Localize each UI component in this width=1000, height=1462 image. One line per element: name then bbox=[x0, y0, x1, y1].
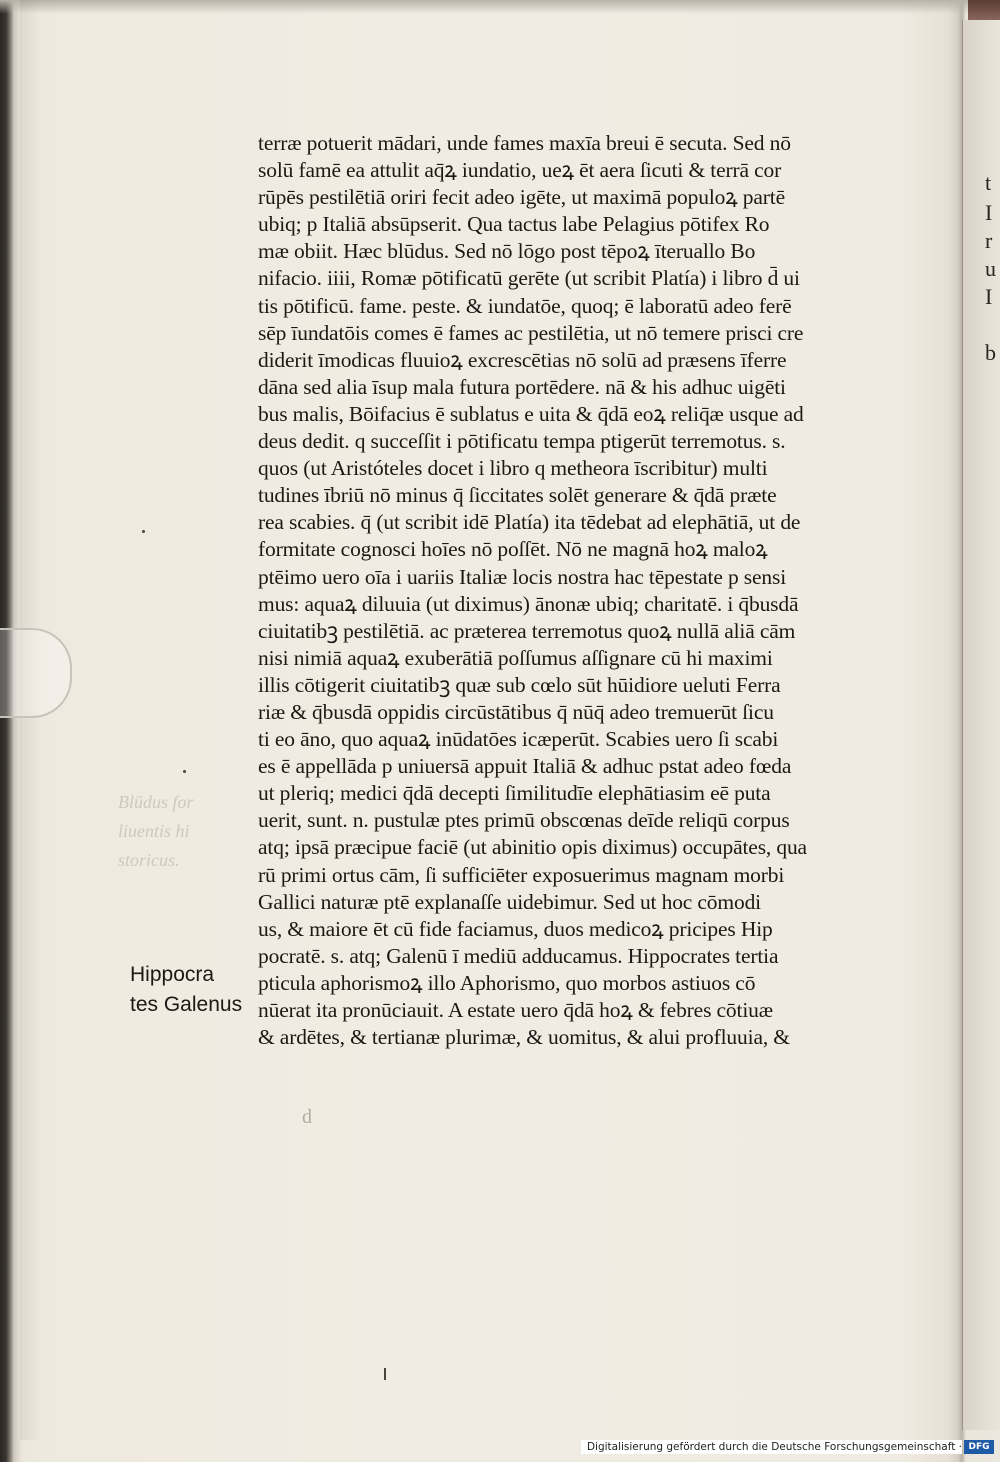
text-line: us, & maiore ēt cū fide faciamus, duos medicoꝝ pricipes Hip bbox=[258, 916, 773, 941]
faded-note-line: liuentis hi bbox=[118, 821, 190, 841]
dfg-logo: DFG bbox=[964, 1440, 994, 1454]
leaf-fragment: u bbox=[985, 256, 996, 281]
text-line: rea scabies. q̄ (ut scribit idē Platía) ita tēdebat ad elephātiā, ut de bbox=[258, 510, 801, 535]
text-line: pocratē. s. atq; Galenū ī mediū adducamus. Hippocrates tertia bbox=[258, 943, 779, 968]
digitization-credit: Digitalisierung gefördert durch die Deutsche Forschungsgemeinschaft · bbox=[581, 1440, 962, 1454]
text-line: Gallici naturæ ptē explanaſſe uidebimur. Sed ut hoc cōmodi bbox=[258, 889, 761, 914]
text-line: uerit, sunt. n. pustulæ ptes primū obscœnas deīde reliqū corpus bbox=[258, 808, 790, 833]
leaf-fragment: I bbox=[985, 200, 993, 225]
paper-speck bbox=[384, 1368, 386, 1380]
leaf-fragment: b bbox=[985, 340, 996, 365]
text-line: atq; ipsā præcipue faciē (ut abinitio opis diximus) occupātes, qua bbox=[258, 835, 807, 860]
text-line: illis cōtigerit ciuitatibꝫ quæ sub cœlo sūt hūidiore ueluti Ferra bbox=[258, 672, 781, 697]
leaf-fragment: r bbox=[985, 228, 993, 253]
text-line: dāna sed alia īsup mala futura portēdere. nā & his adhuc uigēti bbox=[258, 374, 786, 399]
faded-note-line: storicus. bbox=[118, 850, 180, 870]
margin-note-line: tes Galenus bbox=[130, 993, 243, 1016]
text-line: diderit īmodicas fluuioꝝ excrescētias nō solū ad præsens īferre bbox=[258, 347, 787, 372]
text-line: bus malis, Bōifacius ē sublatus e uita & q̄dā eoꝝ reliq̄æ usque ad bbox=[258, 401, 804, 426]
text-line: riæ & q̄busdā oppidis circūstātibus q̄ nūq̄ adeo tremuerūt ſicu bbox=[258, 699, 774, 724]
page-edge-shadow bbox=[20, 0, 42, 1440]
text-line: ti eo āno, quo aquaꝝ inūdatōes icæperūt. Scabies uero ſi scabi bbox=[258, 727, 779, 752]
text-line: mæ obiit. Hæc blūdus. Sed nō lōgo post tēpoꝝ īteruallo Bo bbox=[258, 239, 756, 264]
faded-note-line: Blūdus for bbox=[118, 792, 194, 812]
text-line: nūerat ita pronūciauit. A estate uero q̄dā hoꝝ & febres cōtiuæ bbox=[258, 998, 773, 1022]
book-cover-corner bbox=[968, 0, 1000, 22]
margin-note-line: Hippocra bbox=[130, 963, 215, 986]
paper-speck bbox=[142, 530, 145, 533]
leaf-fragment: I bbox=[985, 284, 993, 309]
top-shadow bbox=[0, 0, 1000, 14]
text-line: formitate cognosci hoīes nō poſſēt. Nō ne magnā hoꝝ maloꝝ bbox=[258, 537, 768, 562]
text-line: rūpēs pestilētiā oriri fecit adeo igēte, ut maximā populoꝝ partē bbox=[258, 185, 786, 210]
leaf-fragment: t bbox=[985, 170, 992, 195]
text-line: rū primi ortus cām, ſi sufficiēter exposuerimus magnam morbi bbox=[258, 862, 785, 887]
text-line: deus dedit. q succeſſit i pōtificatu tempa ptigerūt terremotus. s. bbox=[258, 429, 786, 454]
text-line: terræ potuerit mādari, unde fames maxīa breui ē secuta. Sed nō bbox=[258, 131, 791, 155]
text-line: es ē appellāda p uniuersā appuit Italiā & adhuc pstat adeo fœda bbox=[258, 754, 792, 779]
text-line: tudines ībriū nō minus q̄ ſiccitates solēt generare & q̄dā præte bbox=[258, 483, 777, 508]
text-line: & ardētes, & tertianæ plurimæ, & uomitus, & alui profluuia, & bbox=[258, 1025, 790, 1050]
paper-speck bbox=[183, 770, 186, 773]
faded-margin-note bbox=[118, 788, 194, 875]
signature-mark: d bbox=[302, 1106, 312, 1128]
text-line: tis pōtificū. fame. peste. & iundatōe, quoq; ē laboratū adeo ferē bbox=[258, 293, 792, 318]
text-line: quos (ut Aristóteles docet i libro q metheora īscribitur) multi bbox=[258, 456, 768, 481]
margin-note bbox=[130, 960, 242, 1020]
text-line: nifacio. iiii, Romæ pōtificatū gerēte (ut scribit Platía) i libro d̄ ui bbox=[258, 266, 800, 291]
text-line: ubiq; p Italiā absūpserit. Qua tactus labe Pelagius pōtifex Ro bbox=[258, 212, 770, 237]
bookmark-clip bbox=[0, 628, 72, 718]
text-line: nisi nimiā aquaꝝ exuberātiā poſſumus aſſignare cū hi maximi bbox=[258, 645, 773, 670]
text-line: ut pleriq; medici q̄dā decepti ſimilitudīe elephātiasim eē puta bbox=[258, 781, 771, 806]
body-text bbox=[258, 130, 938, 1051]
text-line: ptēimo uero oīa i uariis Italiæ locis nostra hac tēpestate p sensi bbox=[258, 564, 787, 589]
text-line: solū famē ea attulit aq̄ꝝ iundatio, ueꝝ ēt aera ſicuti & terrā cor bbox=[258, 158, 782, 183]
text-line: pticula aphorismoꝝ illo Aphorismo, quo morbos astiuos cō bbox=[258, 970, 756, 995]
text-line: sēp īundatōis comes ē fames ac pestilētia, ut nō temere prisci cre bbox=[258, 320, 804, 345]
text-line: mus: aquaꝝ diluuia (ut diximus) ānonæ ubiq; charitatē. i q̄busdā bbox=[258, 591, 799, 616]
text-line: ciuitatibꝫ pestilētiā. ac præterea terremotus quoꝝ nullā aliā cām bbox=[258, 618, 796, 643]
next-page-leaf bbox=[962, 20, 1000, 1430]
